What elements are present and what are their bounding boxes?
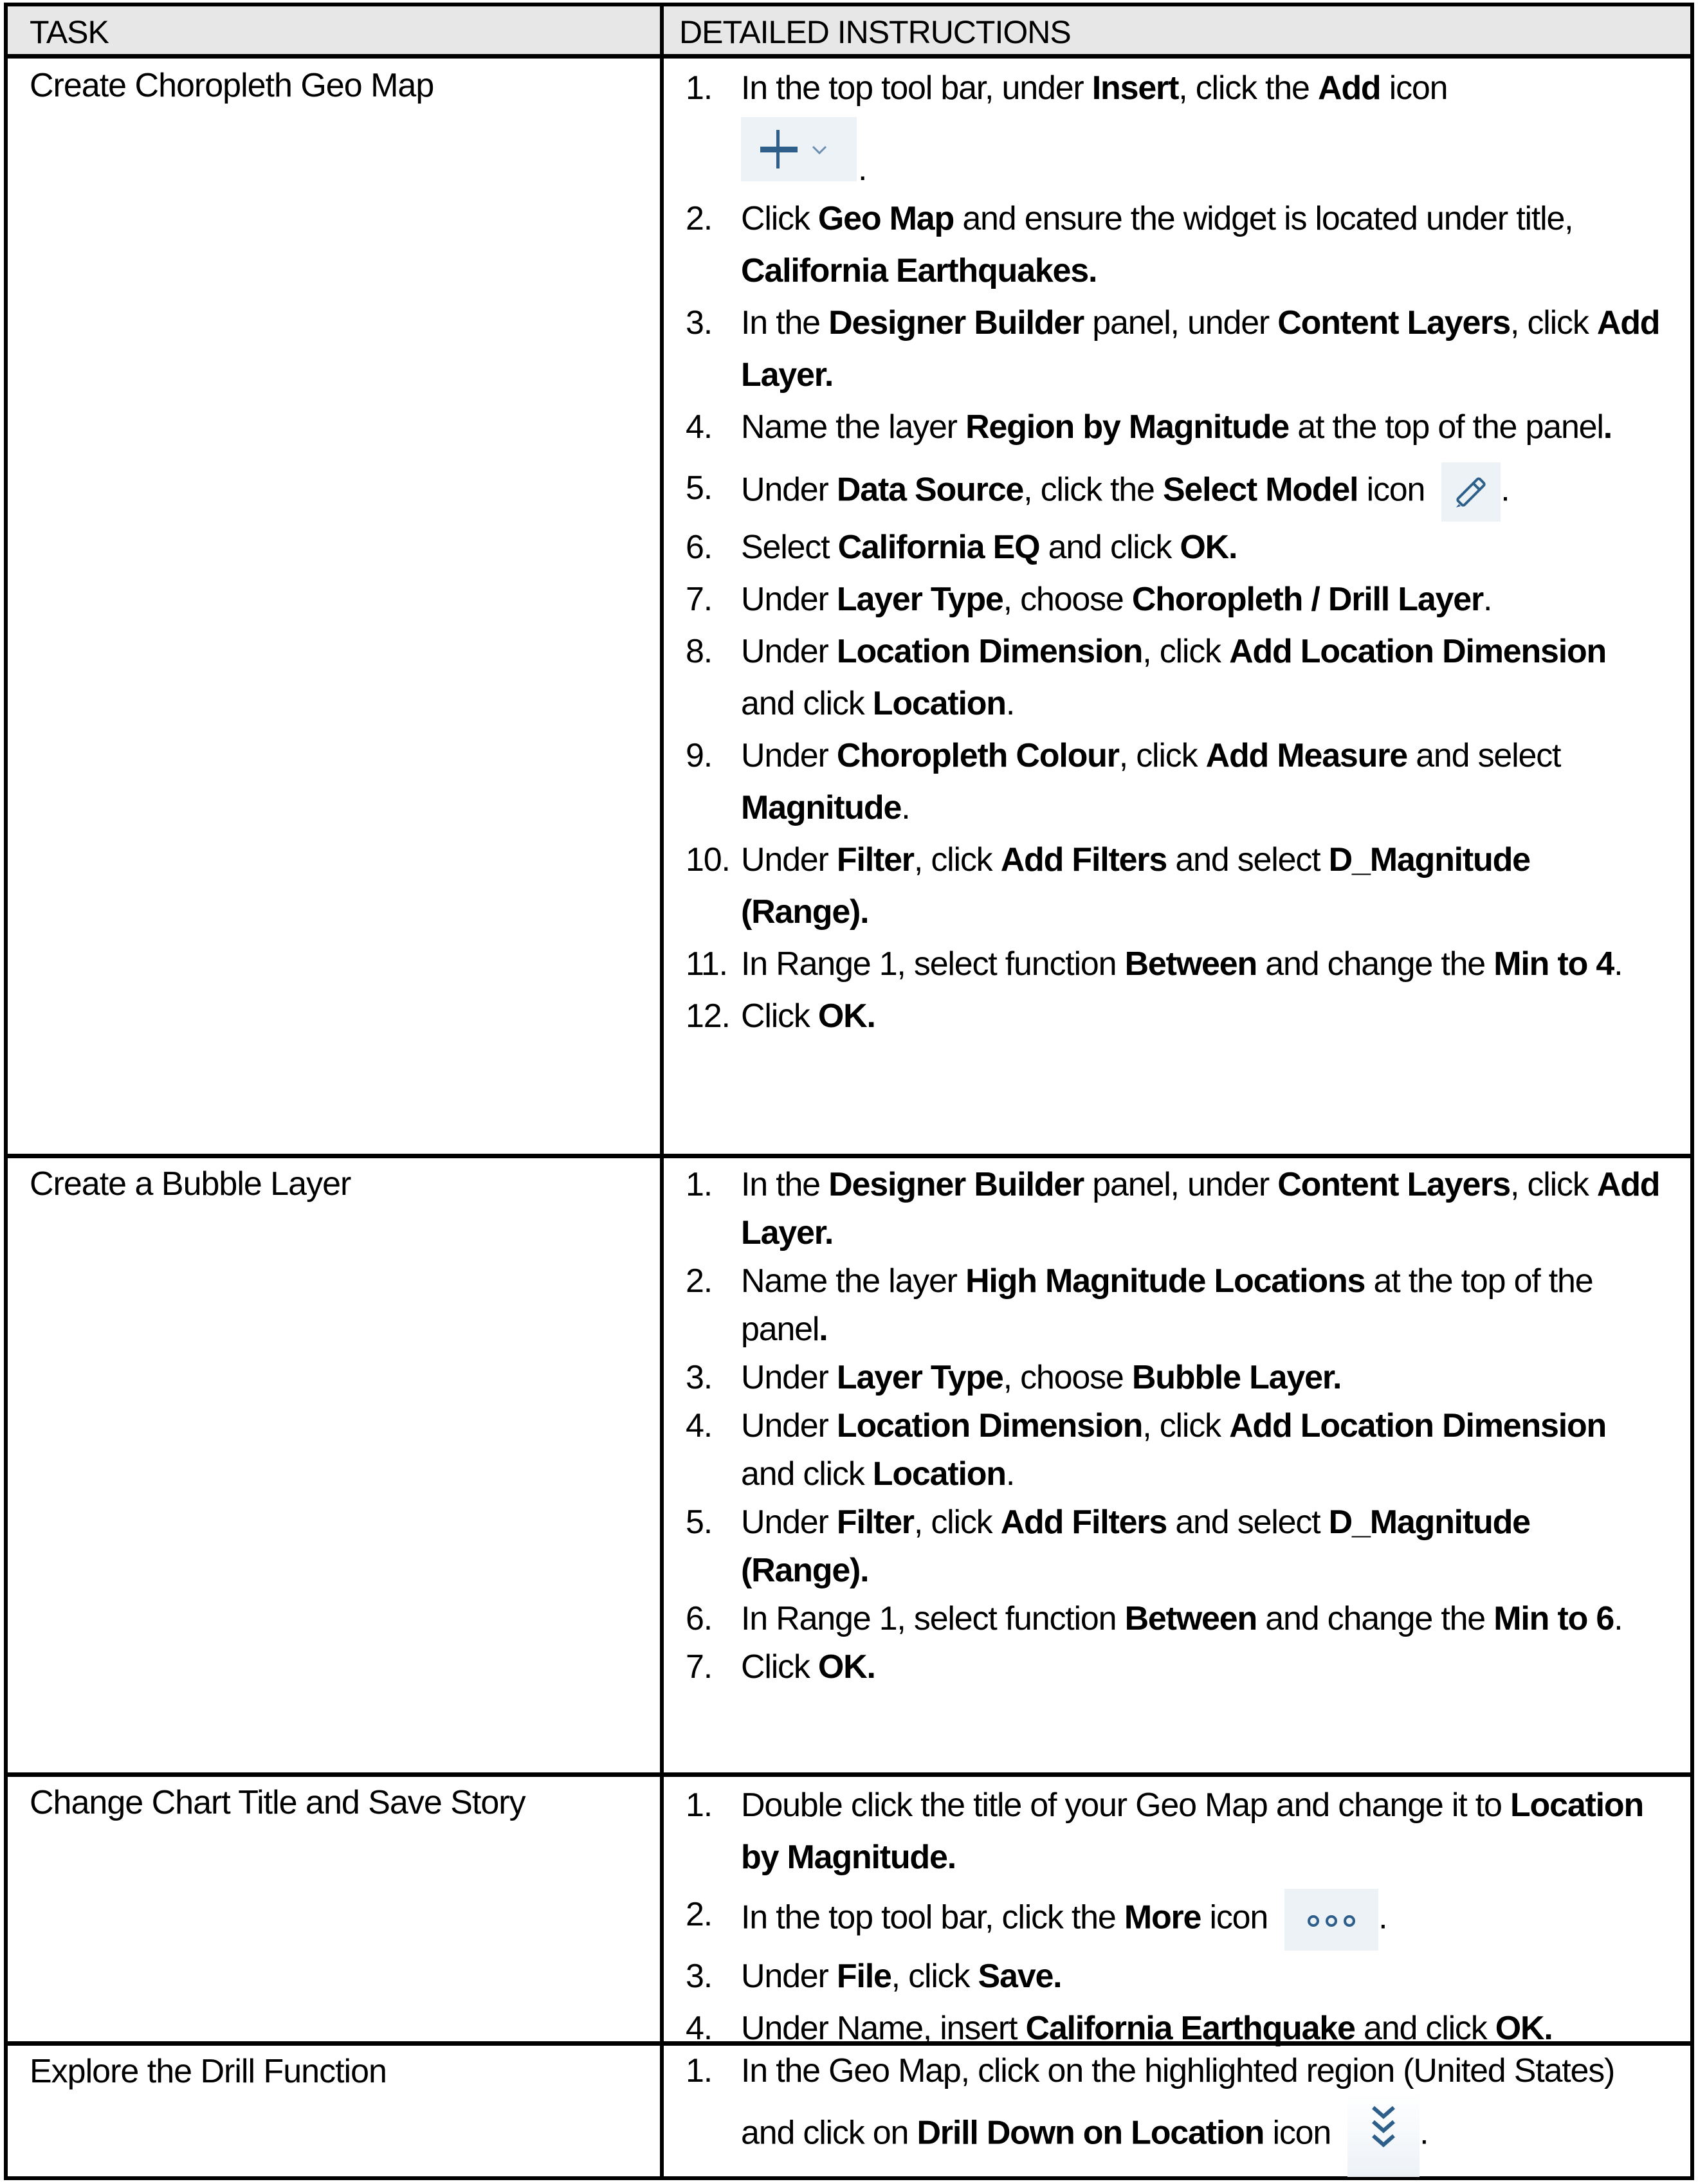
step-text: at the top of the panel (741, 1262, 1593, 1348)
step-text: and change the (1257, 945, 1494, 983)
task-name: Create Choropleth Geo Map (30, 67, 434, 104)
step-number: 8. (686, 633, 712, 670)
step-number: 5. (686, 469, 712, 507)
step-text: . (1005, 1455, 1015, 1493)
step-text: Double click the title of your Geo Map and change it to (741, 1787, 1510, 1824)
bold-term: Min to 4 (1493, 945, 1614, 983)
bold-term: Choropleth / Drill Layer (1131, 581, 1484, 618)
step-text: Under (741, 633, 837, 670)
pencil-icon (1441, 462, 1501, 522)
step-item (677, 834, 1665, 938)
step-text: and click (1039, 529, 1180, 566)
step-text: , click (913, 841, 1001, 878)
step-text: . (858, 150, 867, 188)
step-item (677, 1498, 1665, 1595)
step-text: Under Name, insert (741, 2010, 1026, 2047)
bold-term: Add Location Dimension (1229, 633, 1607, 670)
step-item (677, 1951, 1665, 2003)
header-instructions: DETAILED INSTRUCTIONS (679, 14, 1071, 50)
step-text: Click (741, 1648, 818, 1686)
step-number: 4. (686, 2010, 712, 2047)
bold-term: Location by Magnitude. (741, 1787, 1644, 1876)
step-text: In the (741, 304, 829, 341)
step-text: Under (741, 1359, 837, 1396)
bold-term: . (819, 1311, 828, 1348)
step-text: . (1420, 2114, 1429, 2152)
bold-term: Location Dimension (836, 633, 1143, 670)
bold-term: Geo Map (817, 200, 954, 237)
bold-term: Location (872, 685, 1006, 722)
step-text: panel, under (1084, 304, 1278, 341)
step-text: , click (891, 1958, 978, 1995)
table-row (8, 1772, 1690, 2047)
step-text: , click (1510, 1166, 1597, 1203)
bold-term: Designer Builder (828, 1166, 1084, 1203)
bold-term: Designer Builder (828, 304, 1084, 341)
bold-term: Content Layers (1277, 304, 1511, 341)
step-item (677, 1354, 1665, 1402)
step-number: 6. (686, 529, 712, 566)
drill-down-icon (1347, 2093, 1420, 2177)
column-divider (660, 6, 664, 2176)
bold-term: Region by Magnitude (965, 408, 1290, 446)
step-number: 9. (686, 737, 712, 774)
step-text: and select (1407, 737, 1561, 774)
bold-term: Location Dimension (836, 1407, 1143, 1444)
step-text: Select (741, 529, 838, 566)
step-item (677, 522, 1665, 574)
bold-term: California Earthquake (1025, 2010, 1355, 2047)
table-header (8, 6, 1690, 58)
table-row (8, 1154, 1690, 1772)
task-name: Explore the Drill Function (30, 2053, 387, 2090)
step-number: 2. (686, 200, 712, 237)
step-text: Under (741, 1407, 837, 1444)
bold-term: Content Layers (1277, 1166, 1511, 1203)
step-item (677, 1402, 1665, 1498)
step-text: and click (1355, 2010, 1495, 2047)
bold-term: Add Measure (1205, 737, 1407, 774)
steps-list (677, 1779, 1665, 2055)
step-number: 7. (686, 1648, 712, 1686)
step-number: 3. (686, 1958, 712, 1995)
bold-term: Add Filters (1000, 1504, 1167, 1541)
bold-term: Insert (1091, 69, 1179, 107)
step-text: In Range 1, select function (741, 1600, 1125, 1637)
step-item (677, 730, 1665, 834)
step-item (677, 1779, 1665, 1884)
step-text: and ensure the widget is located under title, (954, 200, 1573, 237)
step-text: , click (1142, 1407, 1230, 1444)
step-item (677, 1595, 1665, 1643)
bold-term: OK. (817, 997, 875, 1035)
step-text: and click (741, 685, 873, 722)
bold-term: Location (872, 1455, 1006, 1493)
steps-list (677, 62, 1665, 1042)
step-text: and select (1167, 1504, 1329, 1541)
header-task: TASK (30, 14, 109, 50)
step-text: Under (741, 841, 837, 878)
step-number: 3. (686, 1359, 712, 1396)
step-text: . (1614, 945, 1623, 983)
step-item (677, 462, 1665, 522)
step-text: , click the (1023, 471, 1163, 509)
bold-term: Add Layer. (741, 1166, 1660, 1251)
step-text: icon (1201, 1898, 1268, 1936)
step-item (677, 193, 1665, 297)
step-number: 1. (686, 69, 712, 107)
step-text: icon (1358, 471, 1425, 509)
step-item (677, 938, 1665, 990)
bold-term: Layer Type (836, 581, 1003, 618)
step-text: Name the layer (741, 1262, 966, 1300)
task-name: Create a Bubble Layer (30, 1165, 351, 1203)
step-number: 12. (686, 997, 730, 1035)
step-item (677, 2048, 1665, 2177)
step-text: , click (1118, 737, 1206, 774)
instructions-table (4, 3, 1694, 2180)
step-number: 6. (686, 1600, 712, 1637)
step-item (677, 574, 1665, 626)
step-text: Click (741, 997, 818, 1035)
step-item (677, 401, 1665, 453)
bold-term: OK. (817, 1648, 875, 1686)
bold-term: High Magnitude Locations (965, 1262, 1365, 1300)
bold-term: . (1603, 408, 1612, 446)
step-number: 2. (686, 1896, 712, 1933)
bold-term: D_Magnitude (Range). (741, 841, 1530, 931)
step-number: 7. (686, 581, 712, 618)
bold-term: California EQ (837, 529, 1040, 566)
step-number: 10. (686, 841, 730, 878)
step-text: In the Geo Map, click on the highlighted region (United States) and click on (741, 2052, 1615, 2152)
bold-term: Bubble Layer. (1131, 1359, 1342, 1396)
step-text: . (1005, 685, 1015, 722)
step-number: 4. (686, 408, 712, 446)
step-number: 11. (686, 945, 727, 983)
step-text: , choose (1003, 1359, 1132, 1396)
step-text: Under (741, 1504, 837, 1541)
step-item (677, 1643, 1665, 1691)
step-item (677, 1257, 1665, 1354)
step-text: and change the (1257, 1600, 1494, 1637)
task-name: Change Chart Title and Save Story (30, 1784, 525, 1821)
bold-term: Add Filters (1000, 841, 1167, 878)
step-text: Click (741, 200, 818, 237)
step-text: In the top tool bar, under (741, 69, 1092, 107)
more-icon (1284, 1889, 1378, 1951)
step-text: In Range 1, select function (741, 945, 1125, 983)
step-text: at the top of the panel (1289, 408, 1603, 446)
step-text: . (1378, 1898, 1387, 1936)
bold-term: Select Model (1162, 471, 1358, 509)
step-number: 5. (686, 1504, 712, 1541)
bold-term: Filter (836, 841, 914, 878)
steps-list (677, 2048, 1665, 2177)
step-text: . (901, 789, 910, 826)
step-text: In the top tool bar, click the (741, 1898, 1124, 1936)
bold-term: File (836, 1958, 891, 1995)
bold-term: Between (1124, 1600, 1257, 1637)
steps-list (677, 1161, 1665, 1691)
bold-term: Add Location Dimension (1229, 1407, 1607, 1444)
bold-term: D_Magnitude (Range). (741, 1504, 1530, 1589)
step-text: icon (1264, 2114, 1331, 2152)
step-number: 4. (686, 1407, 712, 1444)
bold-term: Data Source (836, 471, 1024, 509)
step-text: . (1501, 471, 1510, 509)
bold-term: California Earthquakes. (741, 252, 1097, 289)
step-text: and select (1167, 841, 1329, 878)
bold-term: Add Layer. (741, 304, 1660, 394)
step-text: , click the (1178, 69, 1318, 107)
step-number: 2. (686, 1262, 712, 1300)
step-text: Under (741, 581, 837, 618)
step-item (677, 990, 1665, 1042)
step-text: panel, under (1084, 1166, 1278, 1203)
add-icon (741, 117, 857, 181)
step-item (677, 1889, 1665, 1951)
step-number: 1. (686, 2052, 712, 2089)
step-text: . (1483, 581, 1492, 618)
step-text: . (1614, 1600, 1623, 1637)
step-text: Under (741, 471, 837, 509)
step-number: 3. (686, 304, 712, 341)
bold-term: OK. (1180, 529, 1237, 566)
step-text: Under (741, 737, 837, 774)
step-text: In the (741, 1166, 829, 1203)
bold-term: More (1124, 1898, 1201, 1936)
bold-term: Between (1124, 945, 1257, 983)
table-row (8, 2041, 1690, 2176)
bold-term: Filter (836, 1504, 914, 1541)
step-text: , click (913, 1504, 1001, 1541)
step-text: and click (741, 1455, 873, 1493)
step-item (677, 297, 1665, 401)
step-item (677, 62, 1665, 193)
bold-term: Save. (978, 1958, 1062, 1995)
step-text: , click (1142, 633, 1230, 670)
step-number: 1. (686, 1787, 712, 1824)
step-item (677, 1161, 1665, 1257)
step-number: 1. (686, 1166, 712, 1203)
step-text: Name the layer (741, 408, 966, 446)
table-row (8, 54, 1690, 1158)
bold-term: OK. (1495, 2010, 1553, 2047)
step-text: , click (1510, 304, 1597, 341)
bold-term: Layer Type (836, 1359, 1003, 1396)
bold-term: Add (1318, 69, 1381, 107)
step-item (677, 626, 1665, 730)
step-text: Under (741, 1958, 837, 1995)
bold-term: Choropleth Colour (836, 737, 1119, 774)
bold-term: Drill Down on Location (917, 2114, 1264, 2152)
bold-term: Min to 6 (1493, 1600, 1614, 1637)
step-text: , choose (1003, 581, 1132, 618)
step-text: icon (1380, 69, 1448, 107)
bold-term: Magnitude (741, 789, 902, 826)
